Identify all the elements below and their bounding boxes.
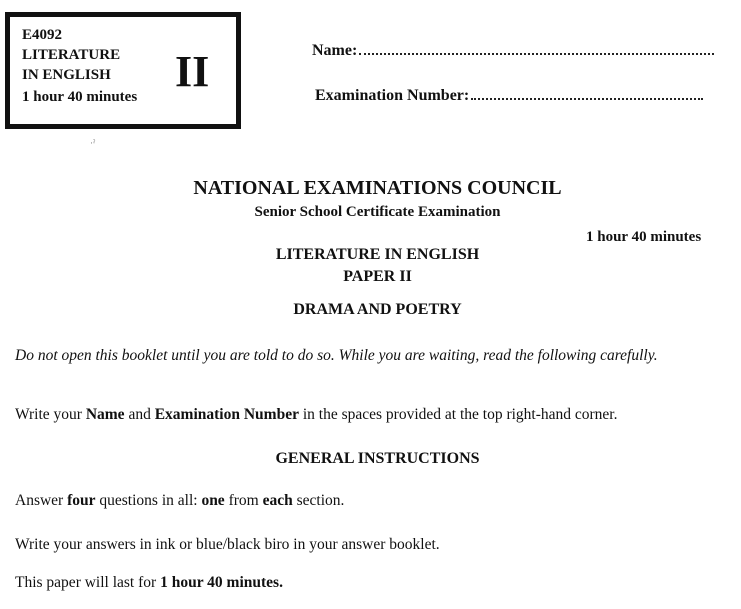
text-run: from bbox=[224, 492, 263, 509]
write-name-instruction bbox=[15, 405, 737, 424]
bold-one: one bbox=[201, 492, 225, 509]
council-subtitle: Senior School Certificate Examination bbox=[254, 204, 501, 220]
general-instructions-heading: GENERAL INSTRUCTIONS bbox=[275, 450, 480, 467]
paper-code: E4092 bbox=[22, 27, 63, 43]
name-dotted-line[interactable] bbox=[359, 52, 714, 55]
council-title: NATIONAL EXAMINATIONS COUNCIL bbox=[193, 177, 562, 199]
ink-instruction: Write your answers in ink or blue/black biro in your answer booklet. bbox=[15, 536, 440, 553]
exam-subject: LITERATURE IN ENGLISH bbox=[275, 246, 480, 263]
bold-duration: 1 hour 40 minutes. bbox=[160, 574, 283, 591]
text-run: questions in all: bbox=[95, 492, 202, 509]
text-run: Answer bbox=[15, 492, 68, 509]
exam-number-label: Examination Number: bbox=[315, 87, 470, 104]
exam-number-field[interactable] bbox=[315, 87, 703, 105]
paper-numeral: II bbox=[175, 47, 210, 96]
duration-instruction bbox=[15, 573, 737, 592]
bold-exam-number: Examination Number bbox=[154, 406, 299, 423]
exam-paper: PAPER II bbox=[343, 268, 412, 285]
section-title: DRAMA AND POETRY bbox=[293, 301, 462, 318]
text-run: in the spaces provided at the top right-hand corner. bbox=[298, 406, 618, 423]
box-duration: 1 hour 40 minutes bbox=[22, 89, 138, 105]
do-not-emphasis: Do not bbox=[15, 347, 58, 364]
name-field[interactable] bbox=[312, 42, 714, 60]
exam-number-dotted-line[interactable] bbox=[471, 97, 703, 100]
answer-instruction bbox=[15, 491, 737, 510]
scan-speck: ·ˀ bbox=[90, 138, 96, 148]
text-run: section. bbox=[292, 492, 345, 509]
text-run: Write your bbox=[15, 406, 86, 423]
paper-code-box bbox=[5, 12, 241, 129]
preamble-text bbox=[15, 346, 737, 365]
exam-duration-right: 1 hour 40 minutes bbox=[586, 229, 702, 245]
bold-four: four bbox=[67, 492, 96, 509]
bold-name: Name bbox=[85, 406, 125, 423]
bold-each: each bbox=[262, 492, 293, 509]
name-label: Name: bbox=[312, 42, 358, 59]
subject-line-2: IN ENGLISH bbox=[22, 67, 111, 83]
preamble-rest: open this booklet until you are told to do so. While you are waiting, read the following carefully. bbox=[57, 347, 658, 364]
text-run: This paper will last for bbox=[15, 574, 161, 591]
subject-line-1: LITERATURE bbox=[22, 47, 121, 63]
text-run: and bbox=[124, 406, 155, 423]
